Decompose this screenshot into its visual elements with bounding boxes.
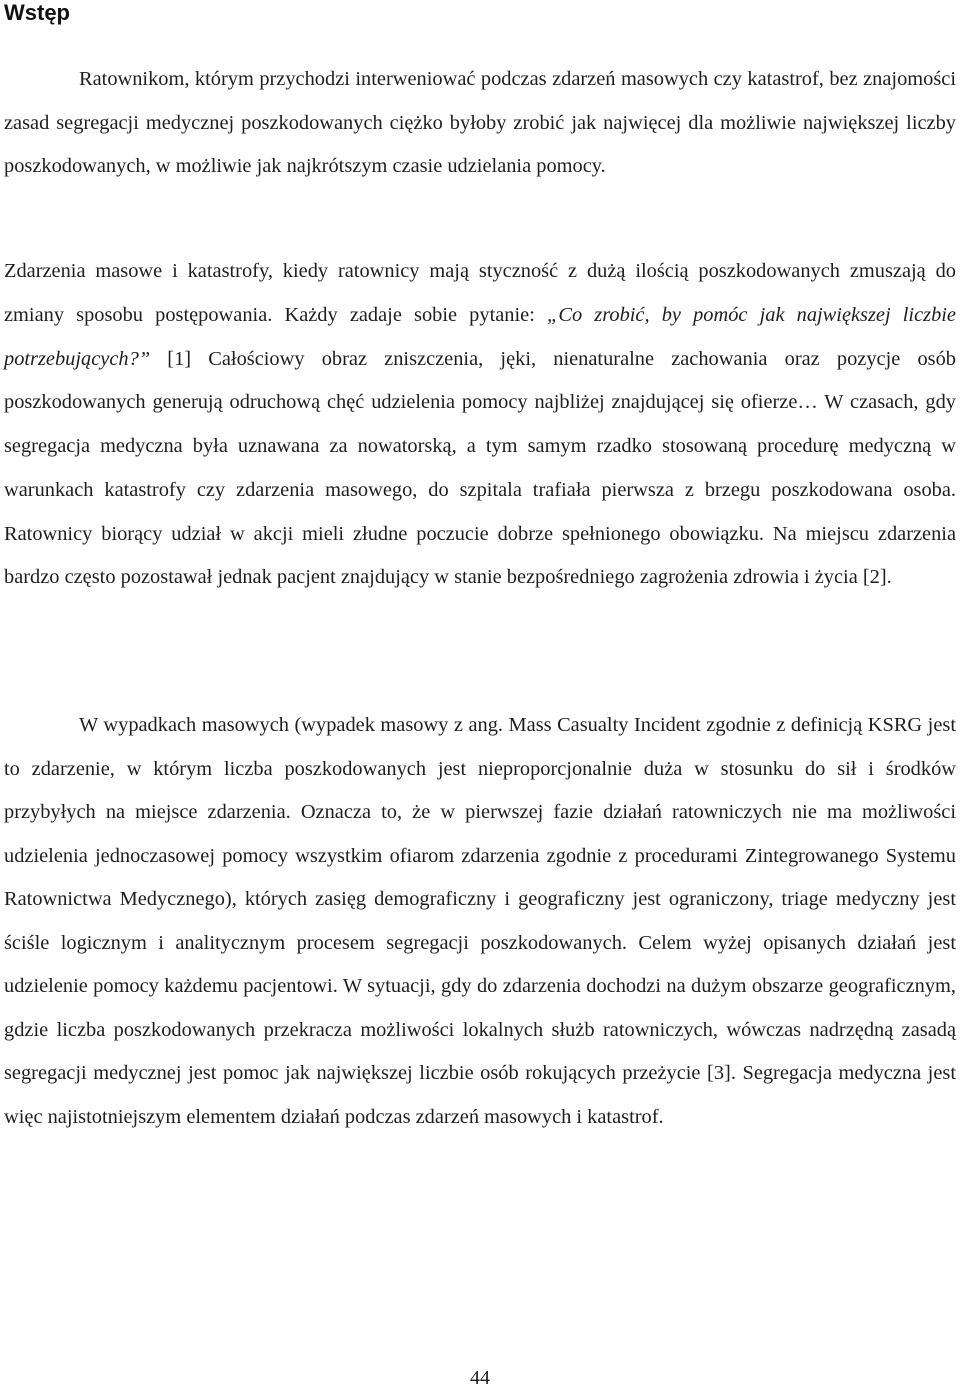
paragraph-mass-incidents: [4, 250, 956, 600]
paragraph-text: Zdarzenia masowe i katastrofy, kiedy ratownicy mają styczność z dużą ilością poszkodowanych zmuszają do zmiany sposobu postępowania. Każdy zadaje sobie pytanie:: [4, 260, 956, 326]
paragraph-triage-definition: W wypadkach masowych (wypadek masowy z ang. Mass Casualty Incident zgodnie z definicją KSRG jest to zdarzenie, w którym liczba poszkodowanych jest nieproporcjonalnie duża w stosunku do sił i środków przybyłych na miejsce zdarzenia. Oznacza to, że w pierwszej fazie działań ratowniczych nie ma możliwości udzielenia jednoczasowej pomocy wszystkim ofiarom zdarzenia zgodnie z procedurami Zintegrowanego Systemu Ratownictwa Medycznego), których zasięg demograficzny i geograficzny jest ograniczony, triage medyczny jest ściśle logicznym i analitycznym procesem segregacji poszkodowanych. Celem wyżej opisanych działań jest udzielenie pomocy każdemu pacjentowi. W sytuacji, gdy do zdarzenia dochodzi na dużym obszarze geograficznym, gdzie liczba poszkodowanych przekracza możliwości lokalnych służb ratowniczych, wówczas nadrzędną zasadą segregacji medycznej jest pomoc jak największej liczbie osób rokujących przeżycie [3]. Segregacja medyczna jest więc najistotniejszym elementem działań podczas zdarzeń masowych i katastrof.: [4, 714, 956, 1128]
paragraph-intro: Ratownikom, którym przychodzi interweniować podczas zdarzeń masowych czy katastrof, bez znajomości zasad segregacji medycznej poszkodowanych ciężko byłoby zrobić jak najwięcej dla możliwie największej liczby poszkodowanych, w możliwie jak najkrótszym czasie udzielania pomocy.: [4, 68, 956, 178]
page-number: 44: [470, 1367, 490, 1389]
section-heading: Wstęp: [4, 0, 70, 25]
italic-quote: „Co zrobić, by pomóc jak największej liczbie potrzebujących?”: [4, 303, 956, 370]
paragraph-text: [1] Całościowy obraz zniszczenia, jęki, nienaturalne zachowania oraz pozycje osób poszkodowanych generują odruchową chęć udzielenia pomocy najbliżej znajdującej się ofierze… W czasach, gdy segregacja medyczna była uznawana za nowatorską, a tym samym rzadko stosowaną procedurę medyczną w warunkach katastrofy czy zdarzenia masowego, do szpitala trafiała pierwsza z brzegu poszkodowana osoba. Ratownicy biorący udział w akcji mieli złudne poczucie dobrze spełnionego obowiązku. Na miejscu zdarzenia bardzo często pozostawał jednak pacjent znajdujący w stanie bezpośredniego zagrożenia zdrowia i życia [2].: [4, 347, 956, 589]
